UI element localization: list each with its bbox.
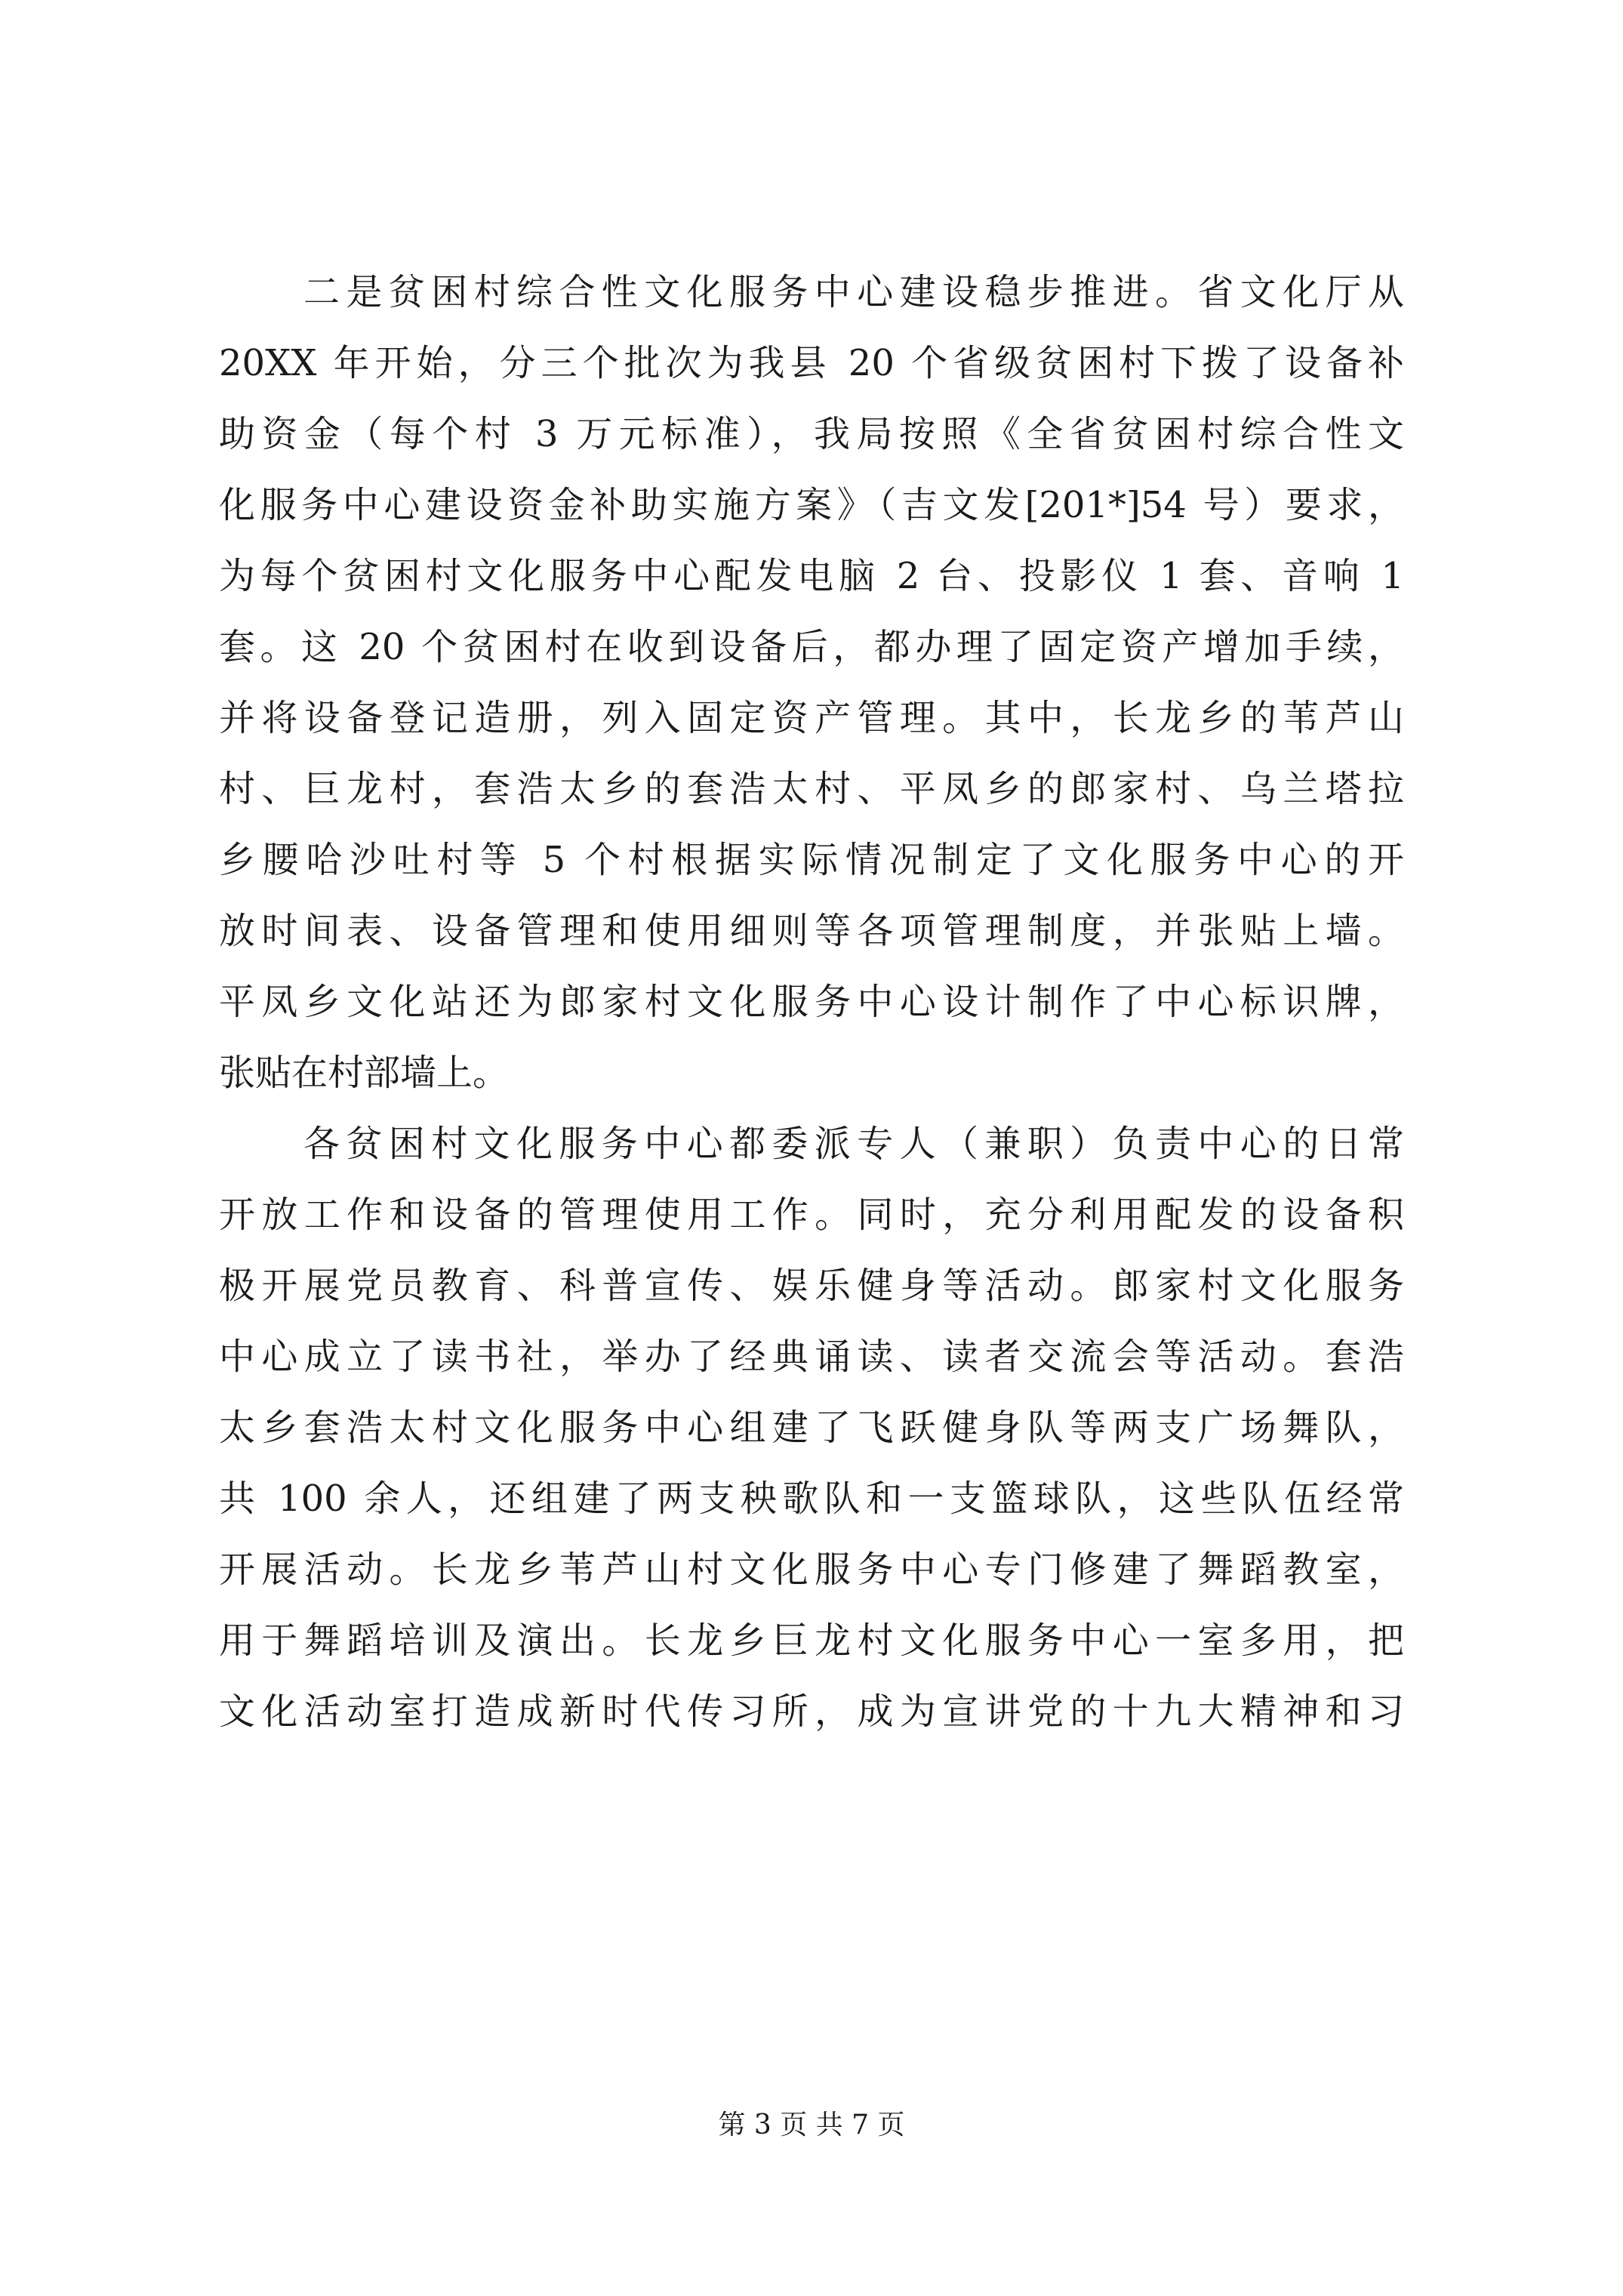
text-line: 张贴在村部墙上。 [219,1052,510,1094]
text-line: 放时间表、设备管理和使用细则等各项管理制度，并张贴上墙。 [219,910,1404,952]
text-line: 共 100 余人，还组建了两支秧歌队和一支篮球队，这些队伍经常 [219,1478,1404,1520]
text-line: 化服务中心建设资金补助实施方案》（吉文发[201*]54 号）要求， [219,484,1404,526]
text-line: 极开展党员教育、科普宣传、娱乐健身等活动。郎家村文化服务 [219,1265,1404,1307]
text-line: 用于舞蹈培训及演出。长龙乡巨龙村文化服务中心一室多用，把 [219,1620,1404,1662]
text-line: 二是贫困村综合性文化服务中心建设稳步推进。省文化厅从 [303,271,1404,313]
text-line: 乡腰哈沙吐村等 5 个村根据实际情况制定了文化服务中心的开 [219,839,1404,881]
page-footer: 第 3 页 共 7 页 [718,2110,905,2140]
text-line: 村、巨龙村，套浩太乡的套浩太村、平凤乡的郎家村、乌兰塔拉 [219,768,1404,810]
text-line: 并将设备登记造册，列入固定资产管理。其中，长龙乡的苇芦山 [219,697,1404,739]
text-line: 文化活动室打造成新时代传习所，成为宣讲党的十九大精神和习 [219,1690,1404,1733]
text-line: 太乡套浩太村文化服务中心组建了飞跃健身队等两支广场舞队， [219,1407,1404,1449]
text-line: 助资金（每个村 3 万元标准），我局按照《全省贫困村综合性文 [219,413,1404,455]
text-line: 平凤乡文化站还为郎家村文化服务中心设计制作了中心标识牌， [219,981,1404,1023]
text-line: 为每个贫困村文化服务中心配发电脑 2 台、投影仪 1 套、音响 1 [219,555,1404,597]
paragraph-2 [219,1108,1404,1747]
text-line: 开放工作和设备的管理使用工作。同时，充分利用配发的设备积 [219,1194,1404,1236]
paragraph-1 [219,257,1404,1108]
text-line: 20XX 年开始，分三个批次为我县 20 个省级贫困村下拨了设备补 [219,342,1404,384]
text-line: 各贫困村文化服务中心都委派专人（兼职）负责中心的日常 [303,1123,1404,1165]
text-line: 开展活动。长龙乡苇芦山村文化服务中心专门修建了舞蹈教室， [219,1549,1404,1591]
document-body [219,257,1404,1747]
text-line: 套。这 20 个贫困村在收到设备后，都办理了固定资产增加手续， [219,626,1404,668]
text-line: 中心成立了读书社，举办了经典诵读、读者交流会等活动。套浩 [219,1336,1404,1378]
